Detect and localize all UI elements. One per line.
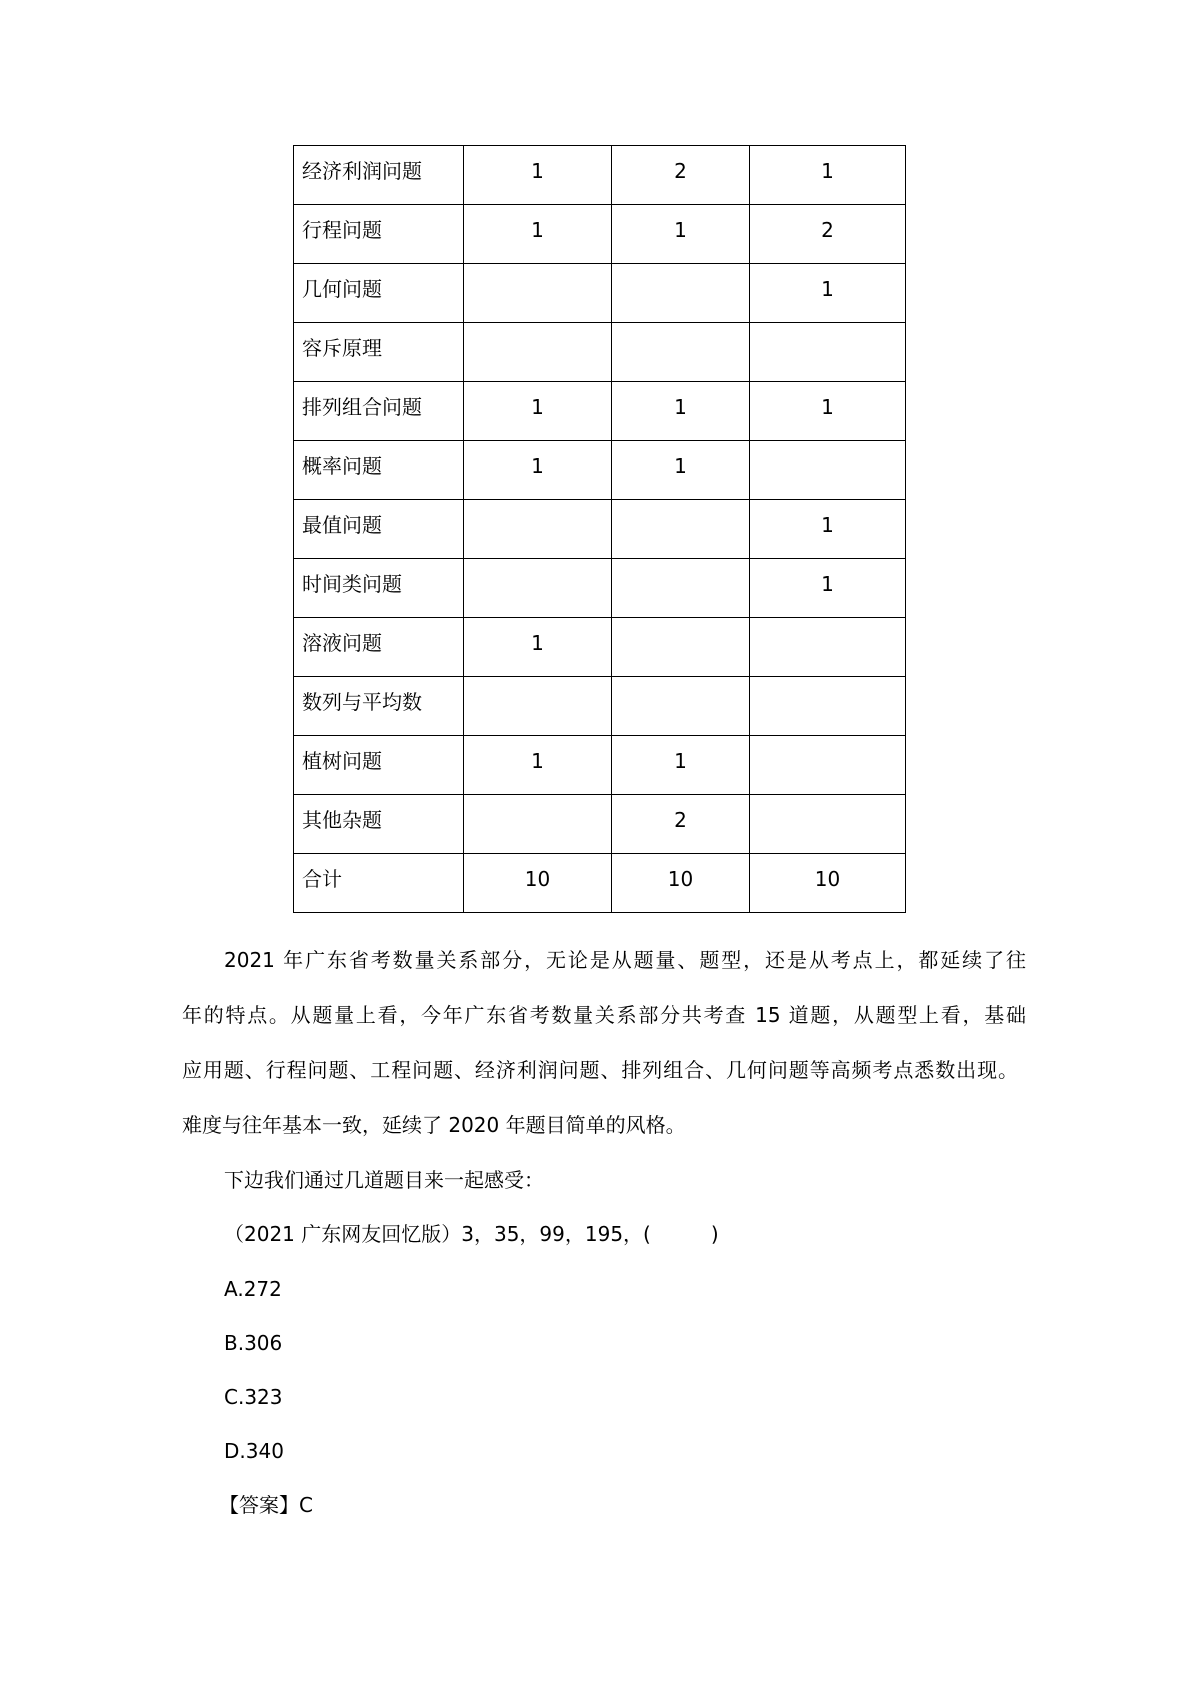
category-cell: 最值问题 bbox=[294, 500, 464, 559]
option-a: A.272 bbox=[224, 1277, 282, 1301]
value-cell-3 bbox=[750, 677, 906, 736]
option-b: B.306 bbox=[224, 1331, 283, 1355]
value-cell-2: 1 bbox=[612, 441, 750, 500]
value-cell-3: 1 bbox=[750, 382, 906, 441]
exam-stats-table bbox=[293, 145, 906, 913]
value-cell-2: 1 bbox=[612, 205, 750, 264]
option-c: C.323 bbox=[224, 1385, 283, 1409]
paragraph-line-3: 应用题、行程问题、工程问题、经济利润问题、排列组合、几何问题等高频考点悉数出现。 bbox=[182, 1058, 1018, 1082]
table-row bbox=[294, 441, 906, 500]
value-cell-2 bbox=[612, 264, 750, 323]
value-cell-3 bbox=[750, 323, 906, 382]
intro-text: 下边我们通过几道题目来一起感受： bbox=[224, 1168, 544, 1192]
value-cell-1 bbox=[464, 264, 612, 323]
value-cell-3: 1 bbox=[750, 146, 906, 205]
question-text: （2021 广东网友回忆版）3，35，99，195，( ) bbox=[224, 1222, 719, 1246]
category-cell: 植树问题 bbox=[294, 736, 464, 795]
value-cell-2: 2 bbox=[612, 146, 750, 205]
value-cell-3: 1 bbox=[750, 264, 906, 323]
value-cell-1: 1 bbox=[464, 618, 612, 677]
table-row bbox=[294, 618, 906, 677]
value-cell-1 bbox=[464, 500, 612, 559]
category-cell: 数列与平均数 bbox=[294, 677, 464, 736]
value-cell-3: 2 bbox=[750, 205, 906, 264]
category-cell: 几何问题 bbox=[294, 264, 464, 323]
value-cell-2 bbox=[612, 618, 750, 677]
table-row bbox=[294, 382, 906, 441]
value-cell-1: 10 bbox=[464, 854, 612, 913]
value-cell-1: 1 bbox=[464, 441, 612, 500]
value-cell-2 bbox=[612, 559, 750, 618]
table-row bbox=[294, 795, 906, 854]
category-cell: 容斥原理 bbox=[294, 323, 464, 382]
value-cell-2: 1 bbox=[612, 382, 750, 441]
value-cell-3 bbox=[750, 736, 906, 795]
value-cell-2: 1 bbox=[612, 736, 750, 795]
value-cell-1: 1 bbox=[464, 736, 612, 795]
value-cell-2 bbox=[612, 323, 750, 382]
value-cell-3: 1 bbox=[750, 559, 906, 618]
value-cell-3: 10 bbox=[750, 854, 906, 913]
category-cell: 溶液问题 bbox=[294, 618, 464, 677]
value-cell-1 bbox=[464, 323, 612, 382]
category-cell: 概率问题 bbox=[294, 441, 464, 500]
value-cell-1: 1 bbox=[464, 146, 612, 205]
paragraph-line-1: 2021 年广东省考数量关系部分，无论是从题量、题型，还是从考点上，都延续了往 bbox=[224, 948, 1026, 972]
value-cell-3 bbox=[750, 795, 906, 854]
value-cell-3 bbox=[750, 618, 906, 677]
value-cell-2: 10 bbox=[612, 854, 750, 913]
category-cell: 经济利润问题 bbox=[294, 146, 464, 205]
table-row bbox=[294, 677, 906, 736]
answer-text: 【答案】C bbox=[219, 1493, 313, 1517]
value-cell-1: 1 bbox=[464, 205, 612, 264]
value-cell-2: 2 bbox=[612, 795, 750, 854]
table-row bbox=[294, 205, 906, 264]
table-row bbox=[294, 500, 906, 559]
value-cell-1 bbox=[464, 677, 612, 736]
exam-stats-table-body bbox=[294, 146, 906, 913]
value-cell-2 bbox=[612, 677, 750, 736]
table-row bbox=[294, 559, 906, 618]
paragraph-line-2: 年的特点。从题量上看，今年广东省考数量关系部分共考查 15 道题，从题型上看，基础 bbox=[182, 1003, 1026, 1027]
category-cell: 排列组合问题 bbox=[294, 382, 464, 441]
table-row bbox=[294, 146, 906, 205]
value-cell-1: 1 bbox=[464, 382, 612, 441]
category-cell: 合计 bbox=[294, 854, 464, 913]
paragraph-line-4: 难度与往年基本一致，延续了 2020 年题目简单的风格。 bbox=[182, 1113, 686, 1137]
category-cell: 行程问题 bbox=[294, 205, 464, 264]
table-row bbox=[294, 323, 906, 382]
value-cell-1 bbox=[464, 795, 612, 854]
table-row bbox=[294, 264, 906, 323]
value-cell-1 bbox=[464, 559, 612, 618]
category-cell: 其他杂题 bbox=[294, 795, 464, 854]
value-cell-2 bbox=[612, 500, 750, 559]
value-cell-3: 1 bbox=[750, 500, 906, 559]
table-row bbox=[294, 736, 906, 795]
value-cell-3 bbox=[750, 441, 906, 500]
table-row bbox=[294, 854, 906, 913]
category-cell: 时间类问题 bbox=[294, 559, 464, 618]
option-d: D.340 bbox=[224, 1439, 284, 1463]
